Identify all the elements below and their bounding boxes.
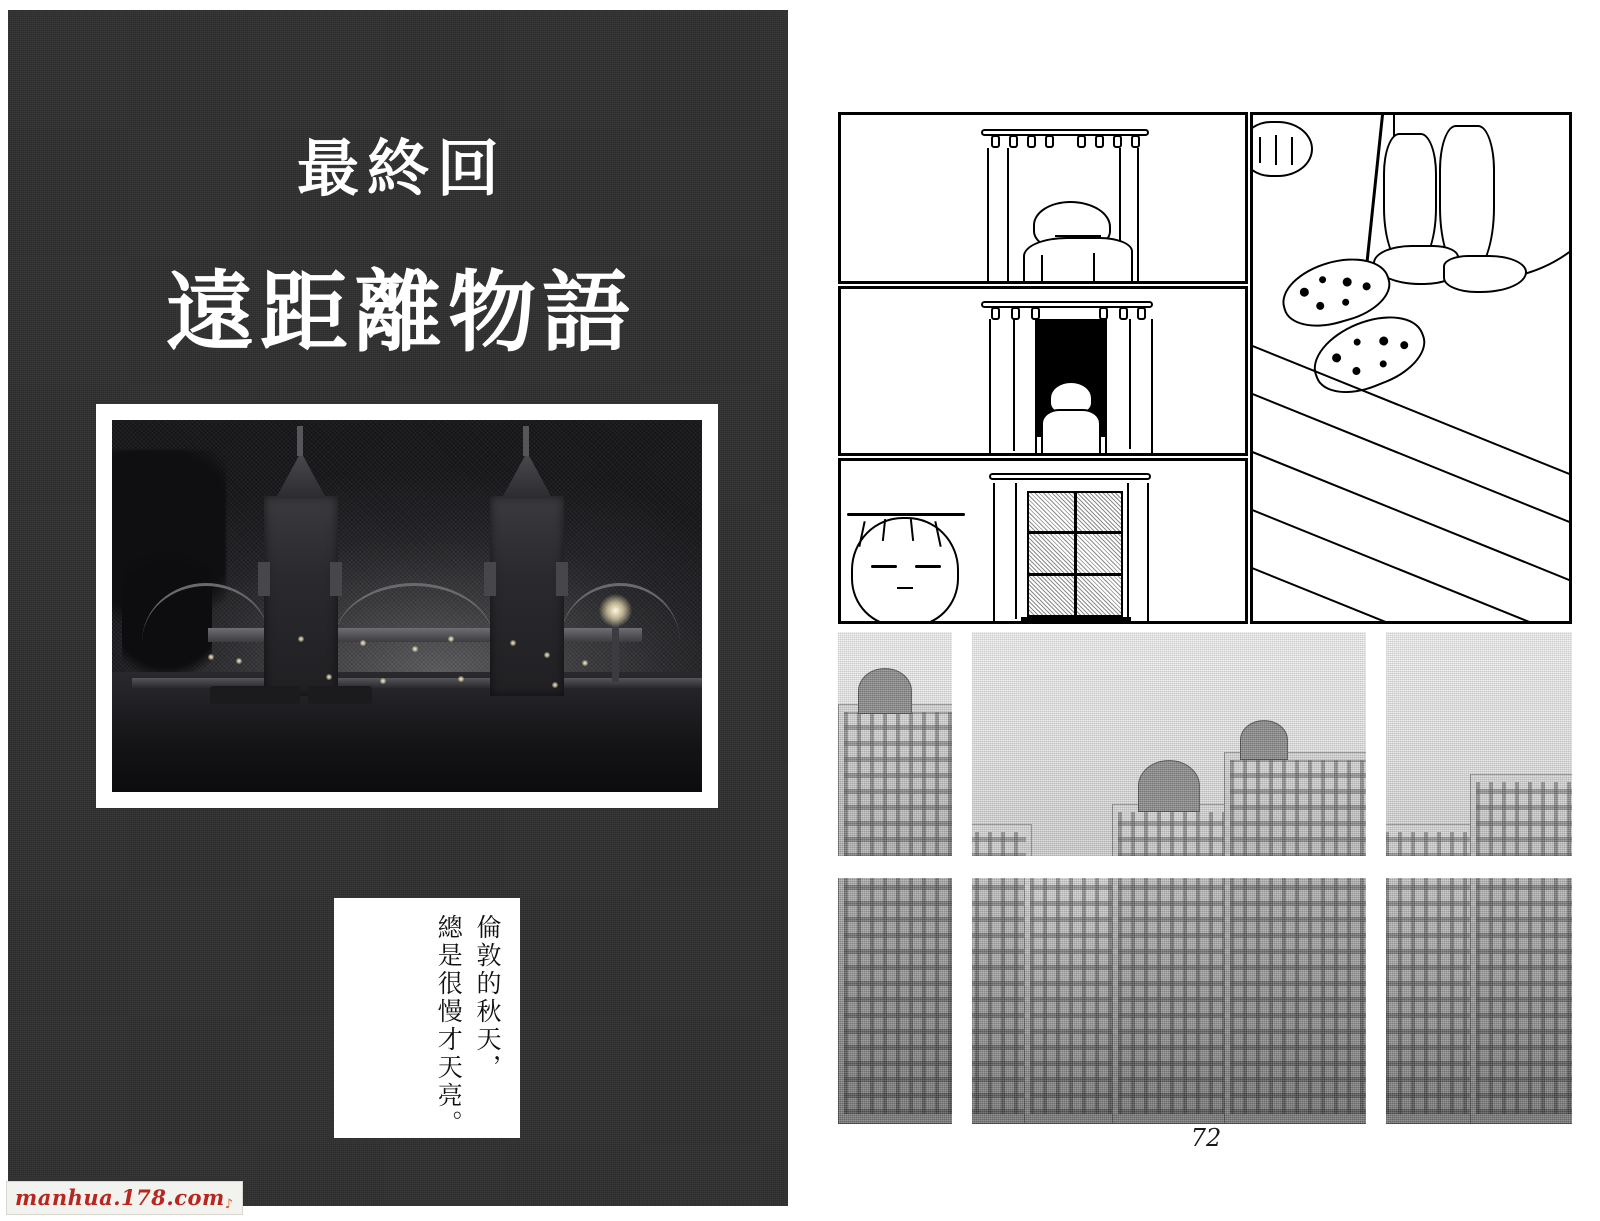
curtain-fold <box>1007 148 1009 282</box>
title-photo <box>112 420 702 792</box>
curtain-ring <box>1095 135 1104 148</box>
finger-line <box>1291 137 1293 165</box>
character-hair-line <box>847 513 965 516</box>
window-sill <box>1021 617 1131 622</box>
curtain-ring <box>991 135 1000 148</box>
chapter-label: 最終回 <box>296 132 507 205</box>
character-fold <box>1093 253 1095 283</box>
caption-line-1: 倫敦的秋天， <box>473 914 502 1082</box>
curtain-fold <box>1127 483 1129 619</box>
photo-halftone <box>838 632 1572 1124</box>
window-mullion-vertical <box>1074 491 1077 617</box>
chapter-title: 遠距離物語 <box>165 260 636 364</box>
panel-girl-and-window <box>838 458 1248 624</box>
curtain-edge <box>1105 319 1107 455</box>
curtain-rod <box>981 129 1149 136</box>
curtain-ring <box>991 307 1000 320</box>
finger-line <box>1275 135 1277 165</box>
curtain-ring <box>1131 135 1140 148</box>
floor-board-line <box>1250 377 1572 574</box>
window-mullion-horizontal <box>1027 573 1123 576</box>
character-eye-closed <box>871 565 897 568</box>
curtain-ring <box>1113 135 1122 148</box>
floor-board-line <box>1250 477 1572 624</box>
curtain-edge <box>987 148 989 282</box>
panel-feet-slippers <box>1250 112 1572 624</box>
watermark-tail: ♪ <box>224 1197 234 1212</box>
title-photo-frame <box>96 404 718 808</box>
character-face <box>851 517 959 624</box>
riverside-vehicle <box>210 686 300 704</box>
curtain-rod <box>981 301 1153 308</box>
riverside-vehicle <box>308 686 372 704</box>
panel-curtain-lean <box>838 112 1248 284</box>
window-frame-vertical <box>952 632 972 1124</box>
caption-line-2: 總是很慢才天亮。 <box>434 914 464 1138</box>
curtain-fold <box>1013 319 1015 451</box>
panel-city-view <box>838 632 1572 1124</box>
city-photo <box>838 632 1572 1124</box>
curtain-fold <box>1015 483 1017 619</box>
curtain-edge <box>1137 148 1139 282</box>
curtain-ring <box>1027 135 1036 148</box>
character-foot-right <box>1443 255 1527 293</box>
character-mouth <box>897 587 913 589</box>
curtain-ring <box>1119 307 1128 320</box>
curtain-ring <box>1009 135 1018 148</box>
curtain-rod <box>989 473 1151 480</box>
curtain-ring <box>1077 135 1086 148</box>
finger-line <box>1259 137 1261 163</box>
curtain-ring <box>1045 135 1054 148</box>
window-mullion-horizontal <box>1027 531 1123 534</box>
floor-board-line <box>1250 577 1572 624</box>
cloth-fold <box>1365 112 1385 271</box>
caption-box <box>334 898 520 1138</box>
curtain-edge <box>989 319 991 455</box>
site-watermark <box>6 1181 243 1215</box>
curtain-fold <box>1129 319 1131 449</box>
character-body <box>1023 237 1133 284</box>
window-frame-vertical <box>1366 632 1386 1124</box>
character-arm <box>1055 235 1101 237</box>
curtain-edge <box>993 483 995 623</box>
curtain-edge <box>1147 483 1149 623</box>
character-eye-closed <box>915 565 941 568</box>
curtain-ring <box>1137 307 1146 320</box>
curtain-edge <box>1035 319 1037 455</box>
page-number: 72 <box>1190 1124 1222 1152</box>
comic-panels-page <box>820 10 1592 1206</box>
curtain-edge <box>1151 319 1153 455</box>
title-page <box>8 10 788 1206</box>
window-frame-horizontal <box>838 856 1572 878</box>
watermark-text: manhua.178.com <box>15 1185 225 1210</box>
character-fold <box>1041 255 1043 283</box>
character-body <box>1041 409 1101 456</box>
panel-window-open <box>838 286 1248 456</box>
city-lights <box>112 420 702 792</box>
